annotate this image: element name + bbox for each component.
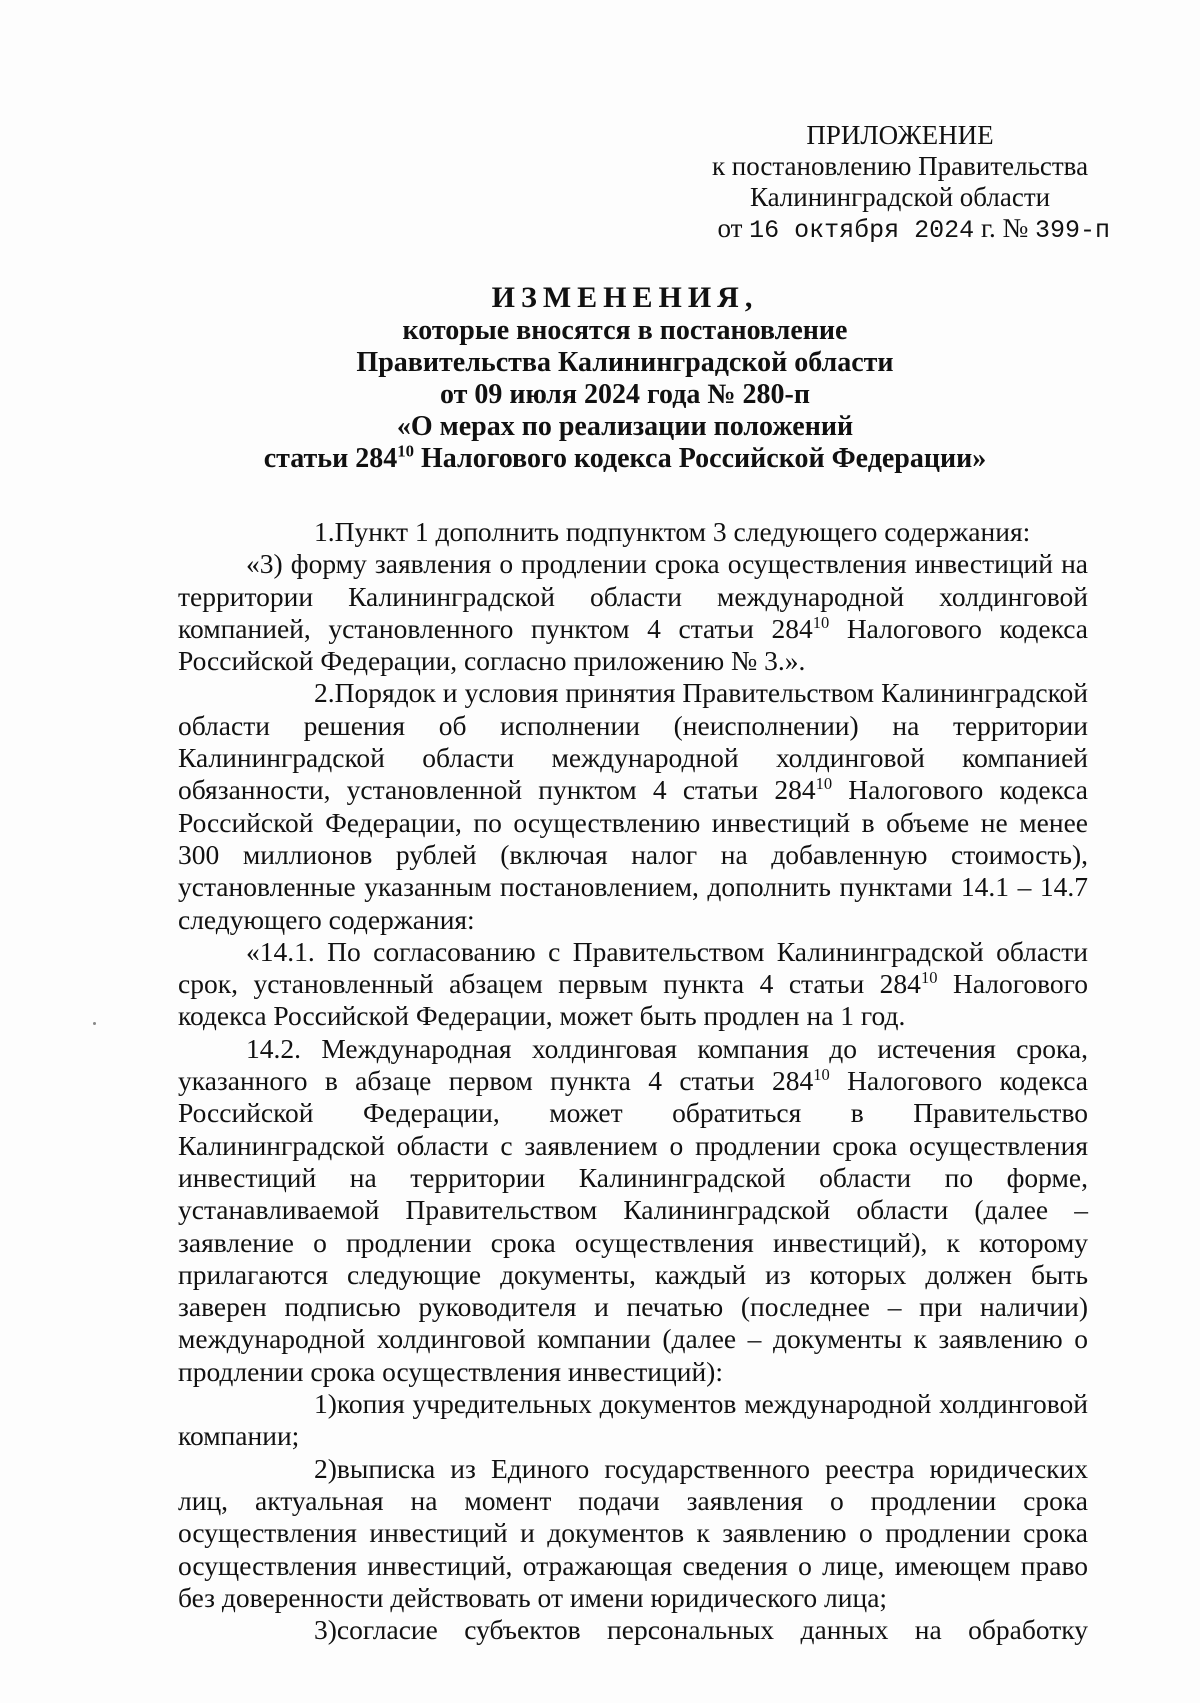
approval-date-line [680, 213, 1120, 246]
list-item-2-text: выписка из Единого государственного реестра юридических лиц, актуальная на момент подачи заявления о продлении срока осуществления инвестиций и документов к заявлению о продлении срока осуществления инвестиций, отражающая сведения о лице, имеющем право без доверенности действовать от имени юридического лица; [178, 1452, 1088, 1613]
paragraph-3-number: 2. [314, 677, 335, 709]
paragraph-4-post: Налогового кодекса Российской Федерации, может быть продлен на 1 год. [178, 968, 1088, 1032]
approval-block [680, 120, 1120, 246]
title-line-1: которые вносятся в постановление [402, 315, 848, 346]
approval-date-prefix: от [717, 213, 750, 243]
list-item-2-number: 2) [314, 1452, 337, 1484]
title-line-5-sup: 10 [397, 441, 414, 461]
list-item-3-text: согласие субъектов персональных данных на обработку [336, 1614, 1088, 1646]
paragraph-3-sup: 10 [815, 774, 833, 794]
list-item-1-text: копия учредительных документов международной холдинговой компании; [178, 1388, 1088, 1452]
paragraph-1-number: 1. [314, 516, 335, 547]
document-title [175, 282, 1075, 475]
paragraph-2-sup: 10 [812, 612, 830, 632]
title-line-5-pre: статьи 284 [263, 443, 398, 474]
paragraph-5-pre: 14.2. Международная холдинговая компания до истечения срока, указанного в абзаце первом пункта 4 статьи 284 [178, 1032, 1088, 1097]
title-line-3: от 09 июля 2024 года № 280-п [439, 379, 811, 410]
title-heading: ИЗМЕНЕНИЯ, [491, 281, 759, 314]
approval-line-2: Калининградской области [749, 182, 1051, 212]
title-line-5 [175, 443, 1075, 475]
list-item-2 [178, 1453, 1088, 1614]
paragraph-4-pre: «14.1. По согласованию с Правительством Калининградской области срок, установленный абзацем первым пункта 4 статьи 284 [178, 935, 1088, 1000]
paragraph-4-sup: 10 [920, 968, 938, 987]
title-line-5-post: Налогового кодекса Российской Федерации» [414, 443, 987, 474]
paragraph-1 [178, 516, 1088, 548]
paragraph-5 [178, 1033, 1088, 1388]
paragraph-4 [178, 936, 1088, 1033]
approval-date-suffix: г. № [974, 213, 1035, 243]
list-item-3 [178, 1614, 1088, 1646]
paragraph-2 [178, 548, 1088, 677]
paragraph-3-pre: Порядок и условия принятия Правительством Калининградской области решения об исполнении (неисполнении) на территории Калининградской области международной холдинговой компанией обязанности, установленной пунктом 4 статьи 284 [178, 677, 1088, 806]
paragraph-5-sup: 10 [813, 1064, 830, 1084]
paragraph-3 [178, 677, 1088, 935]
title-line-2: Правительства Калининградской области [356, 347, 894, 378]
approval-date-value: 16 октября 2024 [749, 216, 975, 245]
title-line-4: «О мерах по реализации положений [396, 411, 854, 442]
paragraph-1-text: Пункт 1 дополнить подпунктом 3 следующего содержания: [334, 516, 1031, 547]
paragraph-5-post: Налогового кодекса Российской Федерации, может обратиться в Правительство Калининградской области с заявлением о продлении срока осуществления инвестиций на территории Калининградской области по форме, устанавливаемой Правительством Калининградской области (далее – заявление о продлении срока осуществления инвестиций), к которому прилагаются следующие документы, каждый из которых должен быть заверен подписью руководителя и печатью (последнее – при наличии) международной холдинговой компании (далее – документы к заявлению о продлении срока осуществления инвестиций): [178, 1065, 1088, 1387]
approval-line-1: к постановлению Правительства [711, 151, 1089, 181]
document-body [178, 516, 1088, 1646]
paragraph-2-pre: «3) форму заявления о продлении срока осуществления инвестиций на территории Калининградской области международной холдинговой компанией, установленного пунктом 4 статьи 284 [178, 548, 1088, 644]
list-item-3-number: 3) [314, 1614, 337, 1646]
list-item-1 [178, 1388, 1088, 1453]
paragraph-3-post: Налогового кодекса Российской Федерации, по осуществлению инвестиций в объеме не менее 300 миллионов рублей (включая налог на добавленную стоимость), установленные указанным постановлением, дополнить пунктами 14.1 – 14.7 следующего содержания: [178, 774, 1089, 935]
approval-label: ПРИЛОЖЕНИЕ [806, 120, 994, 150]
paragraph-2-post: Налогового кодекса Российской Федерации, согласно приложению № 3.». [178, 612, 1088, 677]
list-item-1-number: 1) [314, 1388, 337, 1420]
scan-speck [93, 1022, 96, 1025]
approval-number: 399-п [1034, 216, 1110, 245]
